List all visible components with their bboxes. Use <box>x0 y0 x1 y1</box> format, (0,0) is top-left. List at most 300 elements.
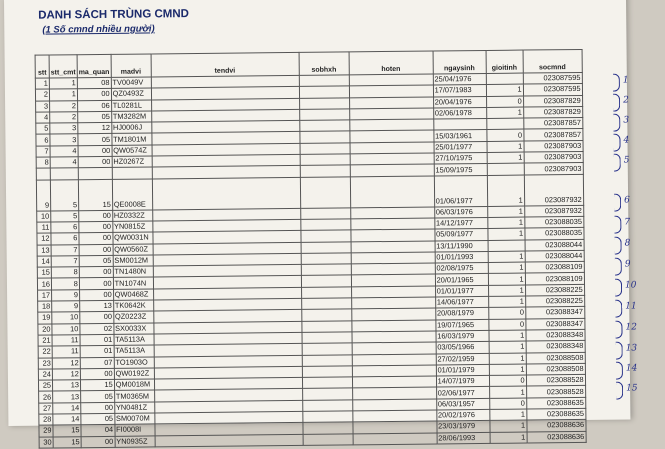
cell-stt: 11 <box>37 222 51 233</box>
cell-gioitinh: 0 <box>486 96 523 108</box>
cell-sobhxh <box>300 177 350 209</box>
cell-socmnd: 023088225 <box>525 295 584 307</box>
cell-stt-cmt: 10 <box>52 312 80 324</box>
cell-ngaysinh: 13/11/1990 <box>435 240 488 252</box>
cell-madvi: YN0815Z <box>112 221 152 233</box>
cell-madvi: YN0935Z <box>115 436 155 448</box>
cell-stt: 30 <box>39 437 53 448</box>
cell-hoten <box>351 297 435 309</box>
cell-stt: 20 <box>38 324 52 335</box>
cell-ngaysinh: 27/10/1975 <box>434 153 487 165</box>
cell-stt-cmt: 5 <box>51 210 79 222</box>
cell-gioitinh: 1 <box>488 228 525 240</box>
cell-ngaysinh: 01/01/1977 <box>435 285 488 297</box>
cell-stt-cmt: 3 <box>50 123 78 135</box>
cell-madvi: TL0281L <box>111 100 151 112</box>
cell-gioitinh: 1 <box>489 409 526 421</box>
cell-stt-cmt: 11 <box>52 346 80 358</box>
cell-stt-cmt: 14 <box>53 414 81 426</box>
margin-number: 6 <box>624 195 630 206</box>
cell-sobhxh <box>299 97 349 109</box>
page-subtitle: (1 Số cmnd nhiều người) <box>42 23 155 36</box>
cell-madvi: HZ0332Z <box>112 210 152 222</box>
page-title: DANH SÁCH TRÙNG CMND <box>38 8 190 22</box>
column-header-hoten: hoten <box>349 51 433 75</box>
cell-madvi: FI0008I <box>115 424 155 436</box>
margin-brace <box>614 216 621 234</box>
cell-gioitinh <box>488 240 525 252</box>
cell-stt: 6 <box>36 135 50 146</box>
cell-socmnd: 023088035 <box>525 228 584 240</box>
cell-ma-quan: 08 <box>77 77 111 89</box>
cell-socmnd: 023088347 <box>525 307 584 319</box>
cell-gioitinh: 1 <box>489 364 526 376</box>
cell-ma-quan: 00 <box>79 244 113 256</box>
cell-sobhxh <box>302 332 352 344</box>
cell-ngaysinh: 27/02/1959 <box>436 353 489 365</box>
cell-sobhxh <box>299 120 349 132</box>
cell-stt-cmt: 15 <box>53 436 81 448</box>
cell-sobhxh <box>302 354 352 366</box>
cell-stt: 12 <box>37 233 51 244</box>
cell-stt: 4 <box>36 112 50 123</box>
cell-socmnd: 023088636 <box>527 420 586 432</box>
cell-ngaysinh: 20/04/1976 <box>433 96 486 108</box>
margin-number: 11 <box>625 301 637 312</box>
cell-madvi: TN1074N <box>113 277 153 289</box>
margin-brace <box>616 342 623 360</box>
cell-ngaysinh: 01/01/1979 <box>436 364 489 376</box>
cell-socmnd: 023088635 <box>526 397 585 409</box>
cell-gioitinh: 1 <box>490 420 527 432</box>
margin-brace <box>613 74 620 92</box>
cell-sobhxh <box>300 219 350 231</box>
cell-madvi: TM1801M <box>112 133 152 145</box>
cell-ma-quan: 15 <box>80 379 114 391</box>
cell-stt: 15 <box>37 267 51 278</box>
cell-hoten <box>353 421 437 433</box>
cell-sobhxh <box>301 275 351 287</box>
document-page <box>4 0 638 447</box>
cell-ngaysinh: 20/02/1976 <box>436 409 489 421</box>
cell-ma-quan: 05 <box>81 391 115 403</box>
cell-stt-cmt: 8 <box>51 267 79 279</box>
cell-sobhxh <box>299 109 349 121</box>
cell-hoten <box>350 142 434 154</box>
cell-hoten <box>349 119 433 131</box>
margin-brace <box>614 154 621 172</box>
cell-gioitinh: 0 <box>487 130 524 142</box>
cell-socmnd: 023087903 <box>524 140 583 152</box>
cell-hoten <box>352 365 436 377</box>
cell-ngaysinh: 02/06/1977 <box>436 387 489 399</box>
cell-ngaysinh: 14/06/1977 <box>435 296 488 308</box>
cell-socmnd: 023087857 <box>523 118 582 130</box>
margin-brace <box>615 321 622 339</box>
cell-madvi: TM3282M <box>111 111 151 123</box>
cell-hoten <box>352 376 436 388</box>
cell-gioitinh: 1 <box>488 285 525 297</box>
cell-hoten <box>352 410 436 422</box>
cell-ma-quan: 05 <box>78 111 112 123</box>
cell-madvi: TM0365M <box>114 390 154 402</box>
cell-hoten <box>350 130 434 142</box>
cell-madvi: TN1480N <box>113 266 153 278</box>
cell-sobhxh <box>303 422 353 434</box>
cell-socmnd: 023088636 <box>527 431 586 443</box>
cell-madvi: QW0574Z <box>112 145 152 157</box>
cell-ngaysinh: 28/06/1993 <box>437 432 490 444</box>
cell-sobhxh <box>299 75 349 87</box>
cell-socmnd: 023088347 <box>526 318 585 330</box>
cell-madvi: HJ0006J <box>111 122 151 134</box>
cell-sobhxh <box>302 400 352 412</box>
cell-hoten <box>351 308 435 320</box>
cell-gioitinh: 1 <box>487 217 524 229</box>
cell-ngaysinh: 02/08/1975 <box>435 263 488 275</box>
cell-stt: 16 <box>37 278 51 289</box>
cell-ngaysinh: 15/03/1961 <box>434 130 487 142</box>
cell-sobhxh <box>302 377 352 389</box>
margin-number: 3 <box>623 115 630 126</box>
cell-ma-quan: 05 <box>79 255 113 267</box>
cell-socmnd: 023087829 <box>523 95 582 107</box>
cell-madvi: YN0481Z <box>114 402 154 414</box>
cell-socmnd: 023088035 <box>524 216 583 228</box>
cell-madvi: QW0468Z <box>113 289 153 301</box>
cell-stt: 26 <box>39 391 53 402</box>
cell-ma-quan: 00 <box>80 368 114 380</box>
cell-ngaysinh: 17/07/1983 <box>433 85 486 97</box>
margin-brace <box>616 362 623 380</box>
margin-brace <box>613 114 620 132</box>
cell-ma-quan: 00 <box>79 289 113 301</box>
cell-gioitinh: 1 <box>488 251 525 263</box>
cell-socmnd: 023087932 <box>524 174 583 206</box>
cell-tendvi <box>155 434 303 447</box>
cell-hoten <box>353 433 437 445</box>
cell-socmnd: 023088225 <box>525 284 584 296</box>
cell-ngaysinh: 05/09/1977 <box>435 229 488 241</box>
cell-ma-quan: 00 <box>79 233 113 245</box>
cell-hoten <box>351 252 435 264</box>
column-header-stt-cmt: stt_cmt <box>49 55 77 78</box>
cell-gioitinh: 1 <box>488 274 525 286</box>
cell-stt: 21 <box>38 335 52 346</box>
margin-brace <box>615 300 622 318</box>
cell-sobhxh <box>300 131 350 143</box>
cell-socmnd: 023087857 <box>524 129 583 141</box>
cell-hoten <box>349 85 433 97</box>
cell-ngaysinh: 25/01/1977 <box>434 141 487 153</box>
cell-ma-quan: 15 <box>78 179 112 210</box>
cell-hoten <box>352 342 436 354</box>
cell-ma-quan: 07 <box>80 357 114 369</box>
cell-ma-quan: 00 <box>79 267 113 279</box>
table-body <box>35 72 585 448</box>
cell-sobhxh <box>302 411 352 423</box>
cell-ngaysinh: 06/03/1957 <box>436 398 489 410</box>
cell-stt-cmt: 12 <box>52 369 80 381</box>
cell-ma-quan: 05 <box>78 134 112 146</box>
cell-hoten <box>352 331 436 343</box>
cell-madvi: SM0012M <box>113 255 153 267</box>
cell-ngaysinh: 23/03/1979 <box>437 421 490 433</box>
cell-socmnd: 023087932 <box>524 205 583 217</box>
cell-socmnd: 023087903 <box>524 163 583 175</box>
cell-stt: 23 <box>38 358 52 369</box>
cell-stt-cmt: 10 <box>52 323 80 335</box>
cell-stt-cmt: 9 <box>52 289 80 301</box>
margin-number: 15 <box>626 383 638 394</box>
cell-gioitinh <box>487 163 524 175</box>
cell-stt: 9 <box>36 180 50 211</box>
cell-hoten <box>350 176 434 208</box>
cell-tendvi <box>152 177 300 210</box>
cell-stt-cmt: 2 <box>50 112 78 124</box>
cell-gioitinh: 1 <box>487 141 524 153</box>
cell-hoten <box>351 229 435 241</box>
cell-socmnd: 023088044 <box>525 239 584 251</box>
cell-ma-quan: 00 <box>79 278 113 290</box>
cell-stt: 28 <box>39 414 53 425</box>
margin-brace <box>613 134 620 152</box>
cell-gioitinh: 1 <box>489 341 526 353</box>
margin-brace <box>613 94 620 112</box>
cell-gioitinh: 1 <box>486 84 523 96</box>
cell-sobhxh <box>299 86 349 98</box>
margin-brace <box>614 194 621 212</box>
cell-madvi <box>112 167 152 179</box>
cell-socmnd: 023088528 <box>526 386 585 398</box>
cell-stt: 10 <box>37 211 51 222</box>
cell-stt-cmt: 3 <box>50 134 78 146</box>
cell-gioitinh: 1 <box>489 386 526 398</box>
cell-sobhxh <box>302 388 352 400</box>
cell-stt: 25 <box>38 380 52 391</box>
cell-madvi: TA5113A <box>114 345 154 357</box>
cell-madvi: QE0008E <box>112 179 152 210</box>
cell-stt: 14 <box>37 256 51 267</box>
cell-stt-cmt: 12 <box>52 357 80 369</box>
cell-stt: 27 <box>39 403 53 414</box>
cell-stt-cmt: 9 <box>52 301 80 313</box>
cell-gioitinh: 1 <box>488 262 525 274</box>
cell-hoten <box>352 387 436 399</box>
cell-sobhxh <box>302 343 352 355</box>
cell-gioitinh: 0 <box>489 375 526 387</box>
cell-stt-cmt: 8 <box>51 278 79 290</box>
cell-hoten <box>349 108 433 120</box>
cell-stt-cmt: 7 <box>51 244 79 256</box>
cell-hoten <box>350 153 434 165</box>
margin-number: 2 <box>623 95 629 106</box>
cell-sobhxh <box>301 241 351 253</box>
cell-ma-quan: 00 <box>81 402 115 414</box>
cell-madvi: QZ0223Z <box>113 311 153 323</box>
margin-number: 14 <box>625 363 638 374</box>
cell-ma-quan: 00 <box>78 145 112 157</box>
cell-stt: 3 <box>36 101 50 112</box>
cell-gioitinh: 1 <box>487 152 524 164</box>
cell-stt-cmt: 13 <box>53 391 81 403</box>
cell-gioitinh: 1 <box>490 432 527 444</box>
column-header-madvi: madvi <box>111 54 151 77</box>
cell-ngaysinh: 20/08/1979 <box>435 308 488 320</box>
cell-socmnd: 023087595 <box>523 84 582 96</box>
cell-socmnd: 023088508 <box>526 352 585 364</box>
cell-socmnd: 023088109 <box>525 273 584 285</box>
cell-ngaysinh: 06/03/1976 <box>434 206 487 218</box>
cell-ngaysinh: 03/05/1966 <box>436 342 489 354</box>
cell-gioitinh <box>486 73 523 85</box>
cell-hoten <box>352 399 436 411</box>
cell-madvi: QZ0493Z <box>111 88 151 100</box>
cell-socmnd: 023087903 <box>524 152 583 164</box>
cell-stt-cmt: 15 <box>53 425 81 437</box>
cell-stt-cmt: 4 <box>50 157 78 169</box>
column-header-ma-quan: ma_quan <box>77 54 111 77</box>
cell-sobhxh <box>301 230 351 242</box>
cell-socmnd: 023088635 <box>526 408 585 420</box>
cell-stt: 2 <box>35 89 49 100</box>
cell-ma-quan: 00 <box>79 210 113 222</box>
cell-gioitinh: 1 <box>487 206 524 218</box>
cell-sobhxh <box>300 143 350 155</box>
cell-stt: 22 <box>38 346 52 357</box>
cell-stt: 19 <box>38 312 52 323</box>
margin-brace <box>615 279 622 297</box>
cell-ngaysinh: 19/07/1965 <box>436 319 489 331</box>
cell-madvi: QW0031N <box>113 232 153 244</box>
cell-ngaysinh: 25/04/1976 <box>433 73 486 85</box>
cell-sobhxh <box>300 165 350 177</box>
column-header-gioitinh: gioitinh <box>486 50 523 73</box>
cell-stt: 8 <box>36 157 50 168</box>
margin-number: 5 <box>623 155 630 166</box>
cell-socmnd: 023088044 <box>525 250 584 262</box>
cell-madvi: TK0642K <box>113 300 153 312</box>
column-header-ngaysinh: ngaysinh <box>433 50 486 74</box>
cell-hoten <box>349 74 433 86</box>
cell-ngaysinh: 02/06/1978 <box>433 107 486 119</box>
cell-ngaysinh: 16/03/1979 <box>436 330 489 342</box>
column-header-sobhxh: sobhxh <box>299 52 349 76</box>
cell-hoten <box>350 218 434 230</box>
cell-hoten <box>351 241 435 253</box>
cell-stt: 7 <box>36 146 50 157</box>
cell-stt: 1 <box>35 78 49 89</box>
margin-brace <box>616 382 623 400</box>
cell-ma-quan: 01 <box>80 334 114 346</box>
cell-ngaysinh: 01/01/1993 <box>435 251 488 263</box>
cell-hoten <box>351 286 435 298</box>
cell-ma-quan: 02 <box>80 323 114 335</box>
cell-stt-cmt: 1 <box>49 89 77 101</box>
cell-ngaysinh: 14/12/1977 <box>434 217 487 229</box>
cell-gioitinh: 1 <box>489 330 526 342</box>
column-header-tendvi: tendvi <box>151 52 299 77</box>
cell-ngaysinh: 01/06/1977 <box>434 175 487 207</box>
margin-brace <box>615 258 622 276</box>
cell-stt-cmt: 7 <box>51 256 79 268</box>
cell-sobhxh <box>300 208 350 220</box>
cell-ma-quan: 13 <box>80 300 114 312</box>
duplicate-id-table <box>35 49 587 449</box>
cell-madvi: SM0070M <box>114 413 154 425</box>
cell-sobhxh <box>302 321 352 333</box>
cell-stt-cmt <box>50 168 78 180</box>
cell-hoten <box>351 274 435 286</box>
cell-ma-quan: 00 <box>77 89 111 101</box>
cell-stt-cmt: 11 <box>52 335 80 347</box>
cell-socmnd: 023088528 <box>526 375 585 387</box>
cell-sobhxh <box>301 264 351 276</box>
cell-ma-quan: 05 <box>81 413 115 425</box>
cell-stt: 24 <box>38 369 52 380</box>
cell-socmnd: 023087829 <box>523 106 582 118</box>
cell-stt: 13 <box>37 245 51 256</box>
cell-ngaysinh: 20/01/1965 <box>435 274 488 286</box>
cell-gioitinh: 1 <box>487 175 524 206</box>
cell-stt-cmt: 13 <box>52 380 80 392</box>
cell-stt-cmt: 14 <box>53 402 81 414</box>
cell-gioitinh: 1 <box>486 107 523 119</box>
cell-madvi: TO1903O <box>114 356 154 368</box>
cell-stt-cmt: 2 <box>50 100 78 112</box>
cell-ma-quan: 00 <box>80 312 114 324</box>
cell-hoten <box>349 97 433 109</box>
cell-stt-cmt: 1 <box>49 78 77 90</box>
cell-madvi: TA5113A <box>114 334 154 346</box>
margin-number: 7 <box>624 217 631 228</box>
cell-stt-cmt: 4 <box>50 146 78 158</box>
margin-number: 4 <box>623 135 630 146</box>
cell-stt: 18 <box>38 301 52 312</box>
cell-socmnd: 023088109 <box>525 262 584 274</box>
cell-hoten <box>351 263 435 275</box>
cell-hoten <box>350 207 434 219</box>
cell-stt: 5 <box>36 123 50 134</box>
cell-ngaysinh <box>433 119 486 131</box>
cell-madvi: SX0033X <box>114 323 154 335</box>
cell-madvi: QW0192Z <box>114 368 154 380</box>
margin-brace <box>615 237 622 255</box>
cell-sobhxh <box>301 287 351 299</box>
cell-gioitinh: 1 <box>488 296 525 308</box>
cell-stt: 17 <box>38 290 52 301</box>
cell-sobhxh <box>303 433 353 445</box>
column-header-socmnd: socmnd <box>523 49 582 73</box>
cell-sobhxh <box>301 309 351 321</box>
margin-number: 8 <box>624 238 631 249</box>
cell-stt-cmt: 6 <box>51 233 79 245</box>
cell-sobhxh <box>302 366 352 378</box>
cell-socmnd: 023088348 <box>526 341 585 353</box>
cell-stt-cmt: 6 <box>51 222 79 234</box>
cell-gioitinh: 0 <box>488 307 525 319</box>
cell-gioitinh: 0 <box>489 319 526 331</box>
cell-sobhxh <box>301 253 351 265</box>
cell-sobhxh <box>300 154 350 166</box>
cell-stt: 29 <box>39 425 53 436</box>
cell-ma-quan: 01 <box>80 346 114 358</box>
cell-ngaysinh: 14/07/1979 <box>436 376 489 388</box>
cell-socmnd: 023088348 <box>526 329 585 341</box>
margin-number: 10 <box>624 280 637 291</box>
cell-ma-quan: 12 <box>78 123 112 135</box>
cell-madvi: QW0560Z <box>113 244 153 256</box>
